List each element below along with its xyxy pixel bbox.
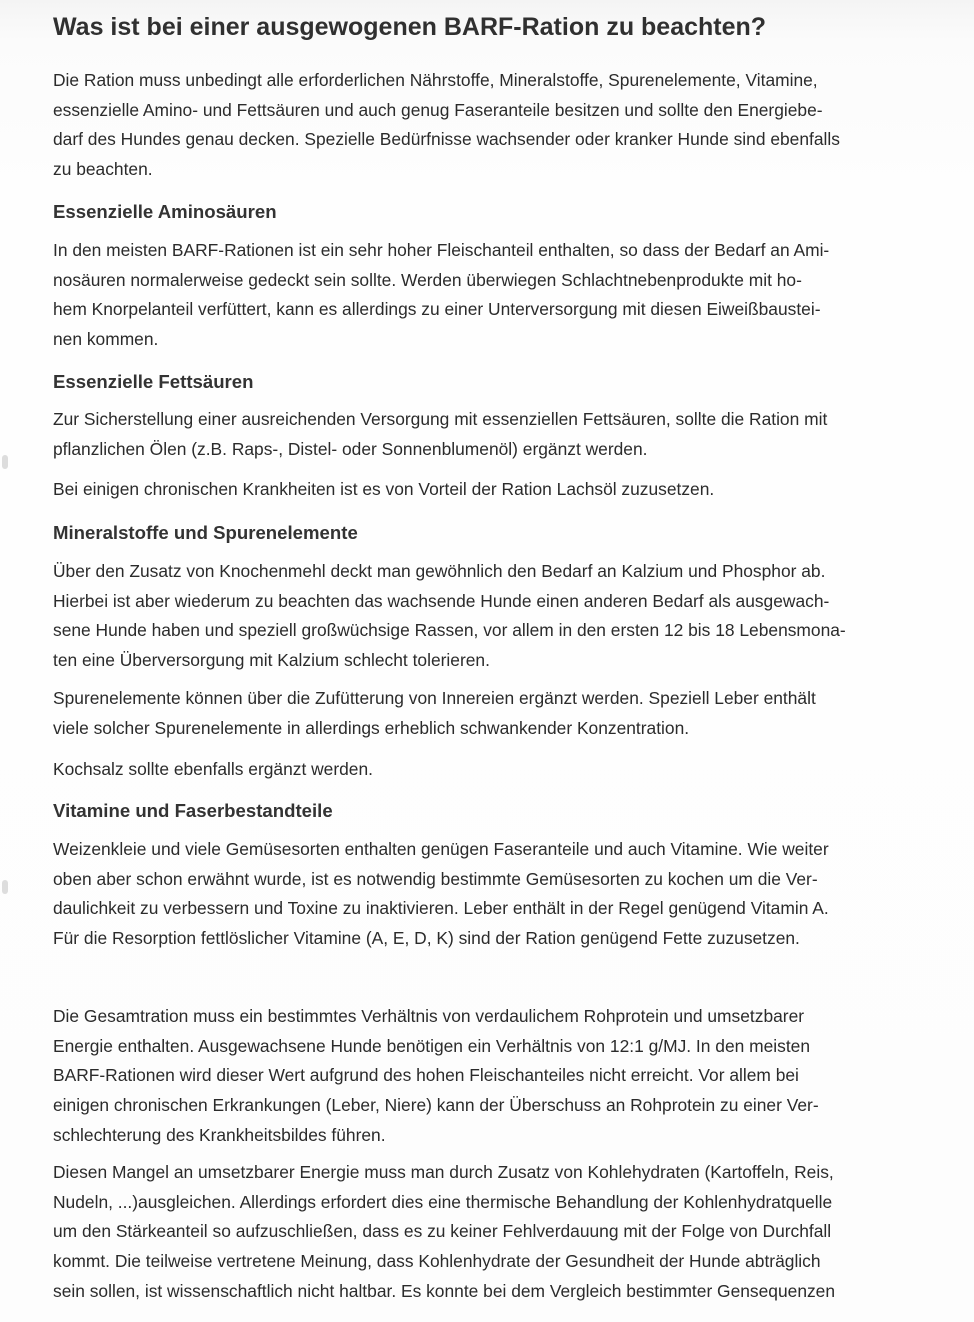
fatty-acids-paragraph <box>53 405 903 464</box>
scan-mark <box>2 880 8 894</box>
vitamins-paragraph <box>53 835 903 954</box>
text-line: Spurenelemente können über die Zufütterung von Innereien ergänzt werden. Speziell Leber enthält <box>53 688 816 708</box>
text-line: essenzielle Amino- und Fettsäuren und auch genug Faseranteile besitzen und sollte den Energiebe- <box>53 99 823 120</box>
minerals-paragraph <box>53 557 903 676</box>
text-line: daulichkeit zu verbessern und Toxine zu inaktivieren. Leber enthält in der Regel genügend Vitamin A. <box>53 898 829 919</box>
section-heading-minerals: Mineralstoffe und Spurenelemente <box>53 522 358 543</box>
text-line: schlechterung des Krankheitsbildes führen. <box>53 1124 386 1145</box>
text-line: einigen chronischen Erkrankungen (Leber, Niere) kann der Überschuss an Rohprotein zu einer Ver- <box>53 1095 819 1116</box>
text-line: sein sollen, ist wissenschaftlich nicht haltbar. Es konnte bei dem Vergleich bestimmter Gensequenzen <box>53 1280 836 1301</box>
page-title: Was ist bei einer ausgewogenen BARF-Ration zu beachten? <box>53 13 767 41</box>
text-line: Bei einigen chronischen Krankheiten ist es von Vorteil der Ration Lachsöl zuzusetzen. <box>53 479 715 499</box>
text-line: Über den Zusatz von Knochenmehl deckt man gewöhnlich den Bedarf an Kalzium und Phosphor ab. <box>53 561 826 581</box>
text-line: viele solcher Spurenelemente in allerdings erheblich schwankender Konzentration. <box>53 717 690 738</box>
carbohydrates-paragraph <box>53 1158 903 1307</box>
text-line: Kochsalz sollte ebenfalls ergänzt werden. <box>53 759 373 779</box>
salt-paragraph <box>53 755 903 785</box>
text-line: ten eine Überversorgung mit Kalzium schlecht tolerieren. <box>53 650 490 671</box>
text-line: zu beachten. <box>53 159 153 180</box>
text-line: Die Ration muss unbedingt alle erforderlichen Nährstoffe, Mineralstoffe, Spurenelemente, Vitamine, <box>53 70 818 90</box>
text-line: sene Hunde haben und speziell großwüchsige Rassen, vor allem in den ersten 12 bis 18 Lebensmona- <box>53 620 846 641</box>
text-line: nen kommen. <box>53 329 159 350</box>
text-line: nosäuren normalerweise gedeckt sein sollte. Werden überwiegen Schlachtnebenprodukte mit ho- <box>53 269 802 290</box>
text-line: Energie enthalten. Ausgewachsene Hunde benötigen ein Verhältnis von 12:1 g/MJ. In den meisten <box>53 1035 811 1056</box>
text-line: Diesen Mangel an umsetzbarer Energie muss man durch Zusatz von Kohlehydraten (Kartoffeln, Reis, <box>53 1162 834 1182</box>
text-line: darf des Hundes genau decken. Spezielle Bedürfnisse wachsender oder kranker Hunde sind ebenfalls <box>53 129 840 150</box>
text-line: Nudeln, ...)ausgleichen. Allerdings erfordert dies eine thermische Behandlung der Kohlenhydratquelle <box>53 1191 833 1212</box>
text-line: Für die Resorption fettlöslicher Vitamine (A, E, D, K) sind der Ration genügend Fette zuzusetzen. <box>53 928 800 949</box>
text-line: Weizenkleie und viele Gemüsesorten enthalten genügen Faseranteile und auch Vitamine. Wie weiter <box>53 839 829 859</box>
amino-acids-paragraph <box>53 236 903 355</box>
text-line: kommt. Die teilweise vertretene Meinung, dass Kohlenhydrate der Gesundheit der Hunde abträglich <box>53 1251 821 1272</box>
section-heading-amino-acids: Essenzielle Aminosäuren <box>53 201 277 222</box>
text-line: oben aber schon erwähnt wurde, ist es notwendig bestimmte Gemüsesorten zu kochen um die Ver- <box>53 868 818 889</box>
text-line: um den Stärkeanteil so aufzuschließen, dass es zu keiner Fehlverdauung mit der Folge von Durchfall <box>53 1221 832 1242</box>
text-line: BARF-Rationen wird dieser Wert aufgrund des hohen Fleischanteiles nicht erreicht. Vor allem bei <box>53 1065 799 1086</box>
scan-mark <box>2 455 8 469</box>
intro-paragraph <box>53 66 903 185</box>
text-line: Hierbei ist aber wiederum zu beachten das wachsende Hunde einen anderen Bedarf als ausgewach- <box>53 590 830 611</box>
text-line: Die Gesamtration muss ein bestimmtes Verhältnis von verdaulichem Rohprotein und umsetzbarer <box>53 1006 805 1026</box>
fatty-acids-paragraph-2 <box>53 475 903 505</box>
section-heading-fatty-acids: Essenzielle Fettsäuren <box>53 371 254 392</box>
trace-elements-paragraph <box>53 684 903 743</box>
text-line: In den meisten BARF-Rationen ist ein sehr hoher Fleischanteil enthalten, so dass der Bedarf an Ami- <box>53 240 830 260</box>
text-line: pflanzlichen Ölen (z.B. Raps-, Distel- oder Sonnenblumenöl) ergänzt werden. <box>53 438 648 459</box>
text-line: hem Knorpelanteil verfüttert, kann es allerdings zu einer Unterversorgung mit diesen Eiweißbaustei- <box>53 299 821 320</box>
energy-ratio-paragraph <box>53 1002 903 1151</box>
section-heading-vitamins: Vitamine und Faserbestandteile <box>53 800 333 821</box>
text-line: Zur Sicherstellung einer ausreichenden Versorgung mit essenziellen Fettsäuren, sollte die Ration mit <box>53 409 828 429</box>
